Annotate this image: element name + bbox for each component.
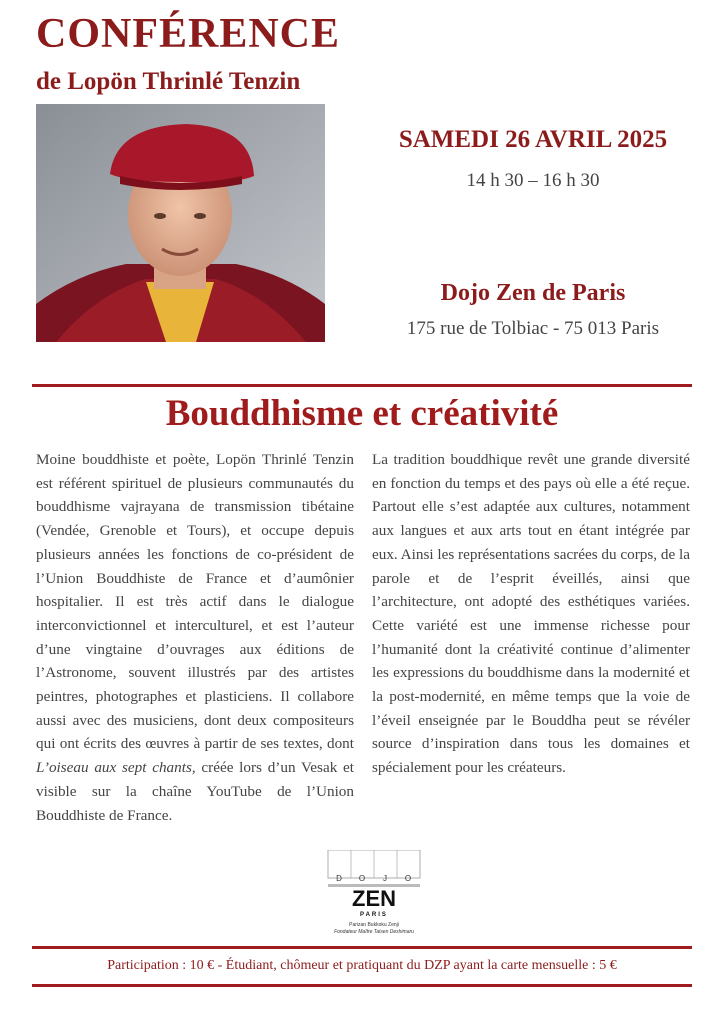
footer-top-divider xyxy=(32,946,692,949)
left-paragraph xyxy=(36,448,354,827)
left-text-end: , créée lors d’un Vesak et visible sur la chaîne YouTube de l’Union Bouddhiste de France. xyxy=(36,759,354,824)
logo-letter-d: D xyxy=(336,874,342,883)
participation-text: Participation : 10 € - Étudiant, chômeur et pratiquant du DZP ayant la carte mensuelle : 5 € xyxy=(107,958,617,973)
logo-letter-o2: O xyxy=(404,874,412,883)
left-text-start: Moine bouddhiste et poète, Lopön Thrinlé Tenzin est référent spirituel de plusieurs communautés du bouddhisme vajrayana de transmission tibétaine (Vendée, Grenoble et Tours), et occupe depuis plusieurs années les fonctions de co-président de l’Union Bouddhiste de France et d’aumônier hospitalier. Il est très actif dans le dialogue interconvictionnel et interculturel, et est l’auteur d’une vingtaine d’ouvrages aux éditions de l’Astronome, souvent illustrés par des artistes peintres, photographes et plasticiens. Il collabore aussi avec des musiciens, dont deux compositeurs qui ont écrits des œuvres à partir de ses textes, dont xyxy=(36,451,354,753)
speaker-photo xyxy=(36,104,325,342)
article-right-column xyxy=(372,448,690,780)
article-heading: Bouddhisme et créativité xyxy=(165,393,559,434)
top-divider xyxy=(32,384,692,387)
footer-bottom-divider xyxy=(32,984,692,987)
article-left-column xyxy=(36,448,354,827)
event-date: SAMEDI 26 AVRIL 2025 xyxy=(398,126,668,153)
logo-zen: ZEN xyxy=(352,886,396,911)
logo-paris: PARIS xyxy=(360,912,388,918)
event-venue: Dojo Zen de Paris xyxy=(440,280,626,306)
conference-title: CONFÉRENCE xyxy=(36,11,341,57)
logo-letter-j: J xyxy=(383,874,387,883)
logo-line1: Parizan Bukkoku Zenji xyxy=(349,922,399,928)
event-address: 175 rue de Tolbiac - 75 013 Paris xyxy=(406,318,660,339)
right-paragraph: La tradition bouddhique revêt une grande diversité en fonction du temps et des pays où elle a été reçue. Partout elle s’est adaptée aux cultures, notamment aux langues et aux arts tout en étant intégrée par eux. Ainsi les représentations sacrées du corps, de la parole et de l’esprit éveillés, ainsi que l’architecture, ont adopté des esthétiques variées. Cette variété est une immense richesse pour l’humanité dont la créativité continue d’alimenter les expressions du bouddhisme dans la modernité et la post-modernité, en même temps que la voie de l’éveil enseignée par le Bouddha peut se révéler source d’inspiration dans tous les domaines et spécialement pour les créateurs. xyxy=(372,451,690,777)
work-title: L’oiseau aux sept chants xyxy=(36,759,192,777)
event-time: 14 h 30 – 16 h 30 xyxy=(466,170,600,191)
logo-letter-o: O xyxy=(358,874,366,883)
speaker-subtitle: de Lopön Thrinlé Tenzin xyxy=(36,68,301,95)
dojo-zen-logo xyxy=(304,850,444,940)
logo-line2: Fondateur Maître Taisen Deshimaru xyxy=(334,929,414,935)
